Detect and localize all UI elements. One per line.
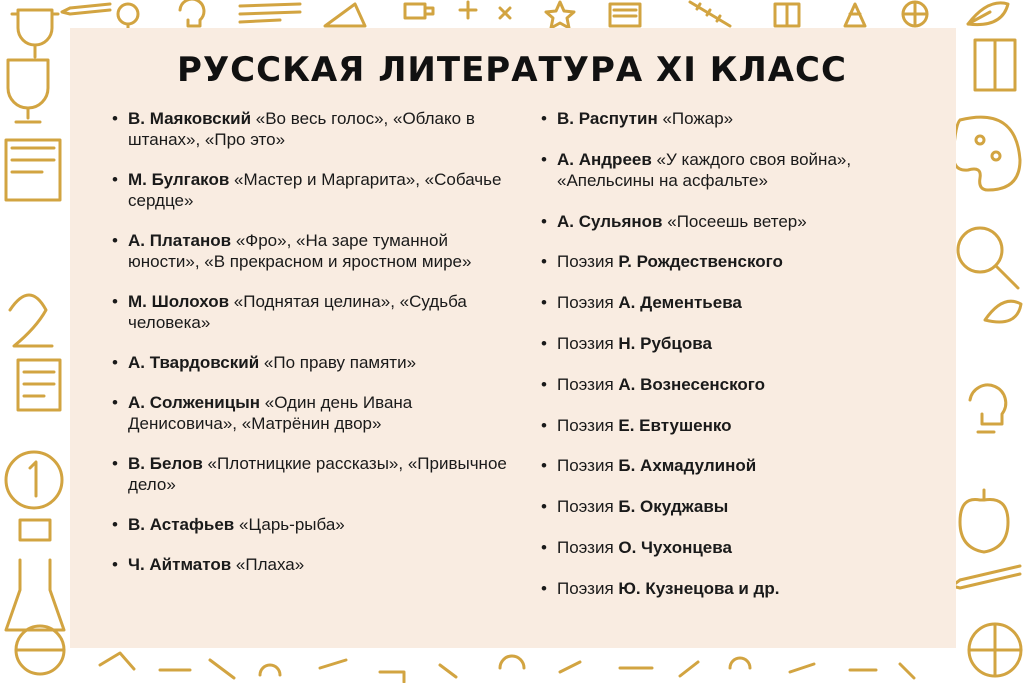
poetry-item xyxy=(541,251,941,272)
list-item xyxy=(541,211,941,232)
book-icon xyxy=(6,140,60,200)
left-column-list xyxy=(112,108,522,594)
poet-name: О. Чухонцева xyxy=(618,537,732,557)
author-name: В. Маяковский xyxy=(128,109,252,128)
paper-icon xyxy=(18,360,60,410)
works-text: «Пожар» xyxy=(662,109,734,128)
author-name: Ч. Айтматов xyxy=(128,555,232,574)
bullet: • xyxy=(112,231,118,250)
list-item xyxy=(541,108,941,129)
author-name: В. Белов xyxy=(128,454,203,473)
poetry-prefix: Поэзия xyxy=(557,415,614,435)
bullet: • xyxy=(541,497,547,517)
works-text: «Поднятая целина», «Судьба человека» xyxy=(128,292,467,332)
bullet: • xyxy=(112,353,118,372)
list-item xyxy=(112,230,522,272)
poet-name: Н. Рубцова xyxy=(618,333,712,353)
globe-icon xyxy=(16,626,64,674)
list-item xyxy=(112,108,522,150)
palette-icon xyxy=(953,117,1020,190)
author-name: А. Солженицын xyxy=(128,393,260,412)
author-name: М. Булгаков xyxy=(128,170,230,189)
author-name: А. Андреев xyxy=(557,149,652,169)
poetry-prefix: Поэзия xyxy=(557,497,614,517)
right-column-list xyxy=(541,108,941,619)
bottom-doodles xyxy=(100,653,914,682)
bullet: • xyxy=(541,374,547,394)
poetry-prefix: Поэзия xyxy=(557,374,614,394)
bullet: • xyxy=(541,252,547,272)
list-item xyxy=(112,453,522,495)
poetry-item xyxy=(541,496,941,517)
globe-icon xyxy=(969,624,1021,676)
star-icon xyxy=(546,2,574,28)
bullet: • xyxy=(112,109,118,128)
works-text: «Царь-рыба» xyxy=(238,515,345,534)
poetry-prefix: Поэзия xyxy=(557,252,614,272)
apple-icon xyxy=(960,490,1008,552)
list-item xyxy=(112,169,522,211)
bullet: • xyxy=(541,537,547,557)
poetry-item xyxy=(541,333,941,354)
list-item xyxy=(112,514,522,535)
bullet: • xyxy=(541,293,547,313)
book-icon xyxy=(775,4,799,26)
list-item xyxy=(541,149,941,191)
author-name: В. Распутин xyxy=(557,109,658,128)
leaf-icon xyxy=(985,301,1021,322)
bulb-icon xyxy=(180,0,204,26)
bullet: • xyxy=(112,170,118,189)
bullet: • xyxy=(112,292,118,311)
poetry-prefix: Поэзия xyxy=(557,578,614,598)
bullet: • xyxy=(112,454,118,473)
globe-icon xyxy=(903,2,927,26)
works-text: «Один день Ивана Денисовича», «Матрёнин двор» xyxy=(128,393,413,433)
magnifier-icon xyxy=(958,228,1018,288)
bullet: • xyxy=(112,393,118,412)
leaf-icon xyxy=(968,3,1008,25)
poet-name: Б. Ахмадулиной xyxy=(618,456,757,476)
bullet: • xyxy=(541,578,547,598)
math-icon xyxy=(460,2,510,18)
poet-name: Б. Окуджавы xyxy=(618,497,729,517)
bullet: • xyxy=(541,456,547,476)
works-text: «Фро», «На заре туманной юности», «В прекрасном и яростном мире» xyxy=(128,231,472,271)
flask-icon xyxy=(6,560,64,630)
works-text: «Мастер и Маргарита», «Собачье сердце» xyxy=(128,170,502,210)
author-name: А. Сульянов xyxy=(557,211,663,231)
pencil-icon xyxy=(952,566,1020,588)
works-text: «По праву памяти» xyxy=(263,353,417,372)
number-two-icon xyxy=(10,295,52,346)
poet-name: Ю. Кузнецова и др. xyxy=(618,578,780,598)
author-name: А. Твардовский xyxy=(128,353,260,372)
poetry-prefix: Поэзия xyxy=(557,333,614,353)
poetry-item xyxy=(541,374,941,395)
works-text: «У каждого своя война», «Апельсины на асфальте» xyxy=(557,149,852,190)
bullet: • xyxy=(112,515,118,534)
triangle-icon xyxy=(325,4,365,26)
poet-name: Е. Евтушенко xyxy=(618,415,732,435)
poetry-item xyxy=(541,415,941,436)
works-text: «Плаха» xyxy=(235,555,305,574)
cup-icon xyxy=(405,4,433,18)
ruler-icon xyxy=(690,2,730,26)
bullet: • xyxy=(541,109,547,128)
poetry-item xyxy=(541,292,941,313)
list-item xyxy=(112,392,522,434)
bulb-icon xyxy=(970,385,1006,432)
works-text: «Плотницкие рассказы», «Привычное дело» xyxy=(128,454,507,494)
poetry-prefix: Поэзия xyxy=(557,537,614,557)
bullet: • xyxy=(112,555,118,574)
paper-icon xyxy=(610,4,640,26)
author-name: М. Шолохов xyxy=(128,292,230,311)
poetry-prefix: Поэзия xyxy=(557,293,614,313)
bullet: • xyxy=(541,333,547,353)
page-title: РУССКАЯ ЛИТЕРАТУРА XI КЛАСС xyxy=(177,50,847,90)
works-text: «Посеешь ветер» xyxy=(667,211,807,231)
poetry-prefix: Поэзия xyxy=(557,456,614,476)
author-name: А. Платанов xyxy=(128,231,232,250)
poet-name: Р. Рождественского xyxy=(618,252,783,272)
poet-name: А. Вознесенского xyxy=(618,374,766,394)
list-item xyxy=(112,291,522,333)
poetry-item xyxy=(541,537,941,558)
trophy-one-icon xyxy=(6,452,62,540)
bullet: • xyxy=(541,211,547,231)
lines-icon xyxy=(240,4,300,22)
poetry-item xyxy=(541,578,941,599)
works-text: «Во весь голос», «Облако в штанах», «Про это» xyxy=(128,109,475,149)
author-name: В. Астафьев xyxy=(128,515,235,534)
bullet: • xyxy=(541,415,547,435)
pencil-icon xyxy=(62,4,110,14)
tree-icon xyxy=(118,4,138,28)
rocket-icon xyxy=(845,4,865,26)
poetry-item xyxy=(541,455,941,476)
list-item xyxy=(112,554,522,575)
poet-name: А. Дементьева xyxy=(618,293,742,313)
bullet: • xyxy=(541,149,547,169)
list-item xyxy=(112,352,522,373)
